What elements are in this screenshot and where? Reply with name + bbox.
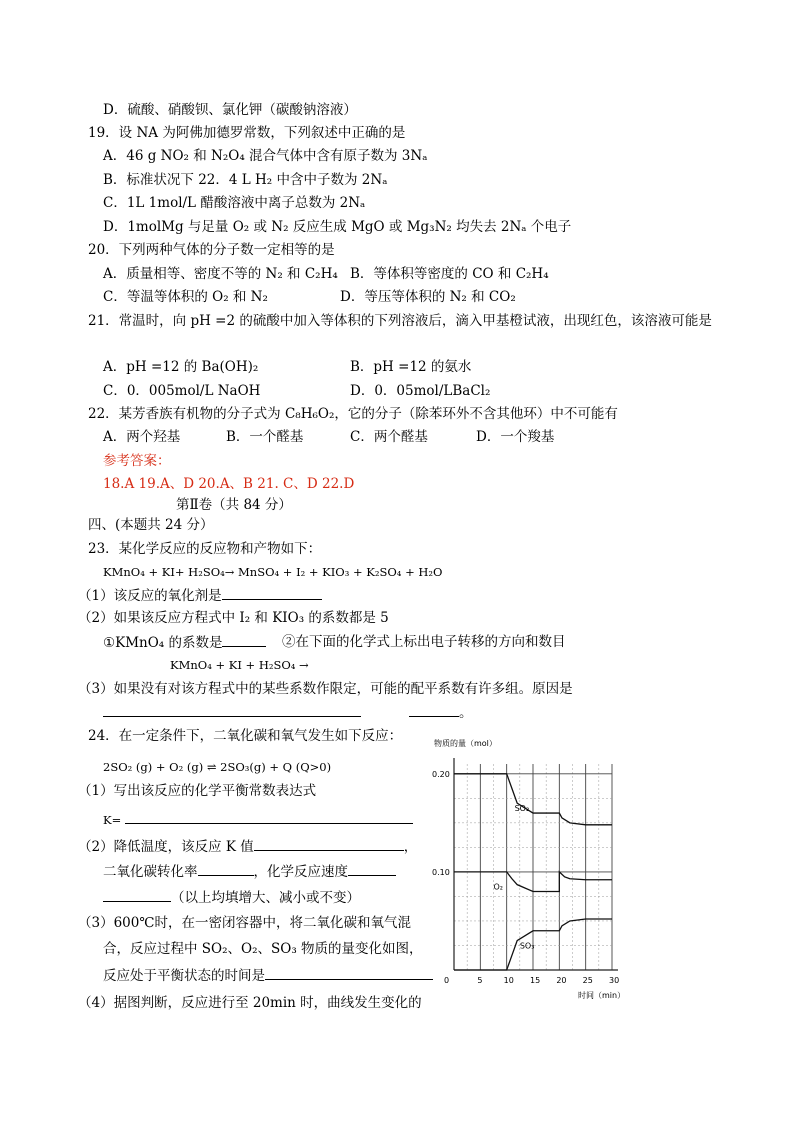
q24-part2-text: （2）降低温度，该反应 K 值 [78,839,254,855]
q21-option-b: B．pH =12 的氨水 [350,359,472,375]
q24-part2-comma: ， [403,839,418,855]
answers-label: 参考答案： [103,453,171,469]
q22-option-d: D．一个羧基 [476,429,555,445]
q23-equation: KMnO₄ + KI+ H₂SO₄→ MnSO₄ + I₂ + KIO₃ + K₂SO₄ + H₂O [103,565,443,579]
q23-part2a-text: ①KMnO₄ 的系数是 [103,635,223,651]
q24-part3b: 合，反应过程中 SO₂、O₂、SO₃ 物质的量变化如图， [103,941,423,957]
x-tick-label: 30 [609,976,620,985]
q23-part3-blank-1[interactable] [103,703,361,717]
q19-option-c: C．1L 1mol/L 醋酸溶液中离子总数为 2Nₐ [103,195,366,211]
q24-k-label: K= [103,813,122,827]
answers-text: 18.A 19.A、D 20.A、B 21. C、D 22.D [103,476,355,492]
chart-grid [454,758,618,970]
q21-stem: 21．常温时，向 pH =2 的硫酸中加入等体积的下列溶液后，滴入甲基橙试液，出现红色，该溶液可能是 [88,313,712,329]
q23-part1 [78,586,322,605]
q20-option-b: B．等体积等密度的 CO 和 C₂H₄ [350,266,549,282]
q19-stem: 19．设 NA 为阿佛加德罗常数，下列叙述中正确的是 [88,125,406,141]
series-label: SO₂ [514,804,530,814]
q24-part3c-text: 反应处于平衡状态的时间是 [103,968,265,984]
x-tick-label: 0 [444,976,450,985]
q24-part2c-text: （以上均填增大、减小或不变） [171,890,360,906]
q23-part2b: ②在下面的化学式上标出电子转移的方向和数目 [282,634,566,650]
q24-k-blank[interactable] [125,810,413,824]
series-label: O₂ [493,882,504,892]
q23-stem: 23．某化学反应的反应物和产物如下： [88,541,322,557]
q24-part2-blank-k[interactable] [254,837,404,851]
q23-part3-blanks [103,703,473,722]
chart-y-axis-label: 物质的量（mol） [434,739,497,748]
x-tick-label: 10 [503,976,514,985]
q19-option-b: B．标准状况下 22．4 L H₂ 中含中子数为 2Nₐ [103,172,388,188]
q24-k-line [103,810,413,829]
q23-part3: （3）如果没有对该方程式中的某些系数作限定，可能的配平系数有许多组。原因是 [78,681,573,697]
series-label: SO₃ [519,941,535,951]
q21-option-a: A．pH =12 的 Ba(OH)₂ [103,359,259,375]
q24-equation: 2SO₂ (g) + O₂ (g) ⇌ 2SO₃(g) + Q (Q>0) [103,760,332,774]
q23-part3-period: 。 [459,705,473,721]
q19-option-a: A．46 g NO₂ 和 N₂O₄ 混合气体中含有原子数为 3Nₐ [103,148,428,164]
q21-option-d: D．0．05mol/LBaCl₂ [350,383,491,399]
chart-ticks [432,770,619,985]
q23-part2a [103,633,266,652]
q24-part2c-underline [103,888,171,902]
q20-option-c: C．等温等体积的 O₂ 和 N₂ [103,289,268,305]
q23-part2-equation: KMnO₄ + KI + H₂SO₄ → [170,658,309,672]
q23-part2a-blank[interactable] [222,633,266,647]
q22-option-b: B．一个醛基 [226,429,304,445]
q23-part2: （2）如果该反应方程式中 I₂ 和 KIO₃ 的系数都是 5 [78,610,389,626]
q23-part3-blank-2[interactable] [409,703,459,717]
chart-x-axis-label: 时间（min） [578,991,626,1000]
amount-vs-time-chart [418,738,648,1000]
q24-part3a: （3）600℃时，在一密闭容器中，将二氧化碳和氧气混 [78,915,411,931]
y-tick-label: 0.20 [432,769,450,779]
y-tick-label: 0.10 [432,867,450,877]
q24-part2c [103,888,360,907]
x-tick-label: 15 [530,976,541,985]
q22-option-c: C．两个醛基 [350,429,428,445]
part2-title: 第Ⅱ卷（共 84 分） [176,497,292,513]
q24-part1: （1）写出该反应的化学平衡常数表达式 [78,783,317,799]
section4-heading: 四、(本题共 24 分） [88,517,214,533]
q24-part4: （4）据图判断，反应进行至 20min 时，曲线发生变化的 [78,995,422,1011]
x-tick-label: 20 [556,976,567,985]
q22-stem: 22．某芳香族有机物的分子式为 C₈H₆O₂，它的分子（除苯环外不含其他环）中不可能有 [88,406,618,422]
x-tick-label: 25 [582,976,593,985]
q24-part2b-text2: ，化学反应速度 [253,864,348,880]
q20-option-d: D．等压等体积的 N₂ 和 CO₂ [340,289,516,305]
x-tick-label: 5 [477,976,483,985]
q23-part1-text: （1）该反应的氧化剂是 [78,588,222,604]
q19-option-d: D．1molMg 与足量 O₂ 或 N₂ 反应生成 MgO 或 Mg₃N₂ 均失去 2Nₐ 个电子 [103,219,572,235]
q20-stem: 20．下列两种气体的分子数一定相等的是 [88,242,335,258]
q24-part2-blank-conversion[interactable] [198,862,254,876]
q24-stem: 24．在一定条件下，二氧化碳和氧气发生如下反应： [88,728,403,744]
q24-part3c [103,966,433,985]
q24-part2b-text1: 二氧化碳转化率 [103,864,198,880]
q24-part3-blank[interactable] [265,966,433,980]
q24-part2-blank-rate[interactable] [348,862,396,876]
q20-option-a: A．质量相等、密度不等的 N₂ 和 C₂H₄ [103,266,338,282]
q18-option-d: D．硫酸、硝酸钡、氯化钾（碳酸钠溶液） [103,102,357,118]
q21-option-c: C．0．005mol/L NaOH [103,383,261,399]
q24-part2 [78,837,417,856]
q22-option-a: A．两个羟基 [103,429,181,445]
q23-part1-blank[interactable] [222,586,322,600]
q24-part2b [103,862,396,881]
